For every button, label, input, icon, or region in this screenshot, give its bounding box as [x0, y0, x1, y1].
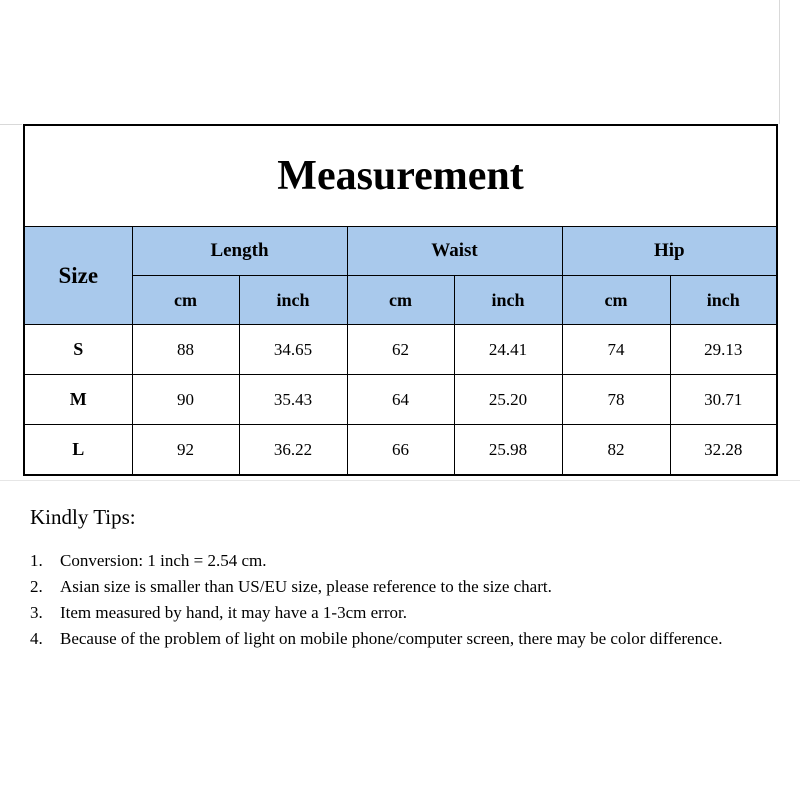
table-cell: 32.28 — [670, 425, 777, 476]
list-item — [30, 626, 740, 652]
tip-text: Item measured by hand, it may have a 1-3cm error. — [60, 603, 407, 622]
hip-inch-header: inch — [670, 276, 777, 325]
table-row — [24, 325, 777, 375]
table-cell: 25.98 — [454, 425, 562, 476]
table-row — [24, 425, 777, 476]
table-cell: 29.13 — [670, 325, 777, 375]
row-size-label: L — [24, 425, 132, 476]
tip-number: 2. — [30, 577, 43, 596]
length-cm-header: cm — [132, 276, 239, 325]
table-cell: 36.22 — [239, 425, 347, 476]
table-cell: 64 — [347, 375, 454, 425]
length-inch-header: inch — [239, 276, 347, 325]
table-cell: 25.20 — [454, 375, 562, 425]
table-cell: 88 — [132, 325, 239, 375]
kindly-tips — [30, 505, 740, 652]
row-size-label: S — [24, 325, 132, 375]
table-cell: 35.43 — [239, 375, 347, 425]
table-cell: 92 — [132, 425, 239, 476]
waist-header: Waist — [347, 227, 562, 276]
waist-cm-header: cm — [347, 276, 454, 325]
tips-list — [30, 548, 740, 652]
row-size-label: M — [24, 375, 132, 425]
list-item — [30, 574, 740, 600]
table-cell: 24.41 — [454, 325, 562, 375]
table-cell: 78 — [562, 375, 670, 425]
tip-text: Because of the problem of light on mobile phone/computer screen, there may be color difference. — [60, 629, 723, 648]
table-cell: 66 — [347, 425, 454, 476]
waist-inch-header: inch — [454, 276, 562, 325]
tip-number: 4. — [30, 629, 43, 648]
size-header: Size — [24, 227, 132, 325]
hip-cm-header: cm — [562, 276, 670, 325]
table-cell: 74 — [562, 325, 670, 375]
table-cell: 30.71 — [670, 375, 777, 425]
tips-title: Kindly Tips: — [30, 505, 136, 529]
list-item — [30, 600, 740, 626]
hip-header: Hip — [562, 227, 777, 276]
table-cell: 90 — [132, 375, 239, 425]
tip-text: Conversion: 1 inch = 2.54 cm. — [60, 551, 267, 570]
tip-number: 3. — [30, 603, 43, 622]
table-row — [24, 375, 777, 425]
length-header: Length — [132, 227, 347, 276]
tip-number: 1. — [30, 551, 43, 570]
guide-line-bottom — [0, 480, 800, 481]
guide-line-right — [779, 0, 780, 124]
tip-text: Asian size is smaller than US/EU size, please reference to the size chart. — [60, 577, 552, 596]
size-chart-table — [23, 124, 778, 476]
table-cell: 82 — [562, 425, 670, 476]
table-cell: 34.65 — [239, 325, 347, 375]
table-title: Measurement — [24, 125, 777, 227]
list-item — [30, 548, 740, 574]
table-cell: 62 — [347, 325, 454, 375]
guide-line-top — [0, 124, 22, 125]
